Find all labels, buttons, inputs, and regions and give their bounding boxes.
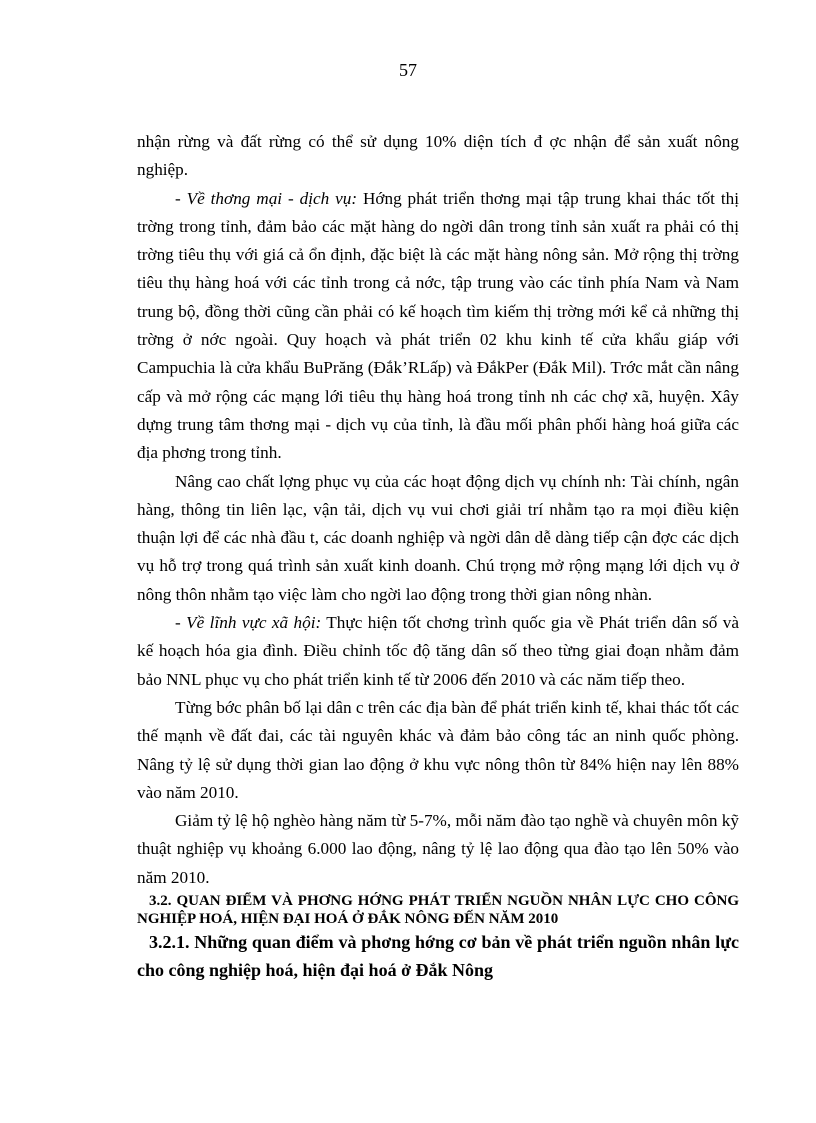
paragraph-poverty: Giảm tỷ lệ hộ nghèo hàng năm từ 5-7%, mỗi năm đào tạo nghề và chuyên môn kỹ thuật nghiệp vụ khoảng 6.000 lao động, nâng tỷ lệ lao động qua đào tạo lên 50% vào năm 2010. bbox=[137, 811, 739, 887]
section-heading-3-2-1: 3.2.1. Những quan điểm và phơng hớng cơ bản về phát triển nguồn nhân lực cho công nghiệp hoá, hiện đại hoá ở Đắk Nông bbox=[137, 932, 739, 981]
trade-services-body: Hớng phát triển thơng mại tập trung khai thác tốt thị trờng trong tỉnh, đảm bảo các mặt hàng do ngời dân trong tỉnh sản xuất ra phải có thị trờng tiêu thụ với giá cả ổn định, đặc biệt là các mặt hàng nông sản. Mở rộng thị trờng tiêu thụ hàng hoá với các tỉnh trong cả nớc, tập trung vào các tỉnh phía Nam và Nam trung bộ, đồng thời cũng cần phải có kế hoạch tìm kiếm thị trờng mới kể cả những thị trờng ở nớc ngoài. Quy hoạch và phát triển 02 khu kinh tế cửa khẩu giáp với Campuchia là cửa khẩu BuPrăng (Đắk’RLấp) và ĐắkPer (Đắk Mil). Trớc mắt cần nâng cấp và mở rộng các mạng lới tiêu thụ hàng hoá trong tỉnh nh các chợ xã, huyện. Xây dựng trung tâm thơng mại - dịch vụ của tỉnh, là đầu mối phân phối hàng hoá giữa các địa phơng trong tỉnh. bbox=[137, 188, 739, 463]
page-number: 57 bbox=[399, 60, 417, 80]
paragraph-service-quality: Nâng cao chất lợng phục vụ của các hoạt động dịch vụ chính nh: Tài chính, ngân hàng, thông tin liên lạc, vận tải, dịch vụ vui chơi giải trí nhằm tạo ra mọi điều kiện thuận lợi để các nhà đầu t, các doanh nghiệp và ngời dân dễ dàng tiếp cận đợc các dịch vụ hỗ trợ trong quá trình sản xuất kinh doanh. Chú trọng mở rộng mạng lới dịch vụ ở nông thôn nhằm tạo việc làm cho ngời lao động trong thời gian nông nhàn. bbox=[137, 471, 739, 604]
section-heading-3-2: 3.2. QUAN ĐIỂM VÀ PHƠNG HỚNG PHÁT TRIỂN NGUỒN NHÂN LỰC CHO CÔNG NGHIỆP HOÁ, HIỆN ĐẠI HOÁ Ở ĐẮK NÔNG ĐẾN NĂM 2010 bbox=[137, 893, 739, 928]
trade-services-lead: - Về thơng mại - dịch vụ: bbox=[175, 188, 358, 208]
paragraph-land-use: nhận rừng và đất rừng có thể sử dụng 10% diện tích đ ợc nhận để sản xuất nông nghiệp. bbox=[137, 132, 739, 180]
page-content bbox=[137, 128, 739, 984]
social-body: Thực hiện tốt chơng trình quốc gia về Phát triển dân số và kế hoạch hóa gia đình. Điều chỉnh tốc độ tăng dân số theo từng giai đoạn nhằm đảm bảo NNL phục vụ cho phát triển kinh tế từ 2006 đến 2010 và các năm tiếp theo. bbox=[137, 613, 739, 689]
paragraph-trade-services bbox=[137, 185, 739, 468]
social-lead: - Về lĩnh vực xã hội: bbox=[175, 613, 322, 633]
paragraph-population: Từng bớc phân bố lại dân c trên các địa bàn để phát triển kinh tế, khai thác tốt các thế mạnh về đất đai, các tài nguyên khác và đảm bảo công tác an ninh quốc phòng. Nâng tỷ lệ sử dụng thời gian lao động ở khu vực nông thôn từ 84% hiện nay lên 88% vào năm 2010. bbox=[137, 697, 739, 802]
paragraph-social bbox=[137, 609, 739, 694]
